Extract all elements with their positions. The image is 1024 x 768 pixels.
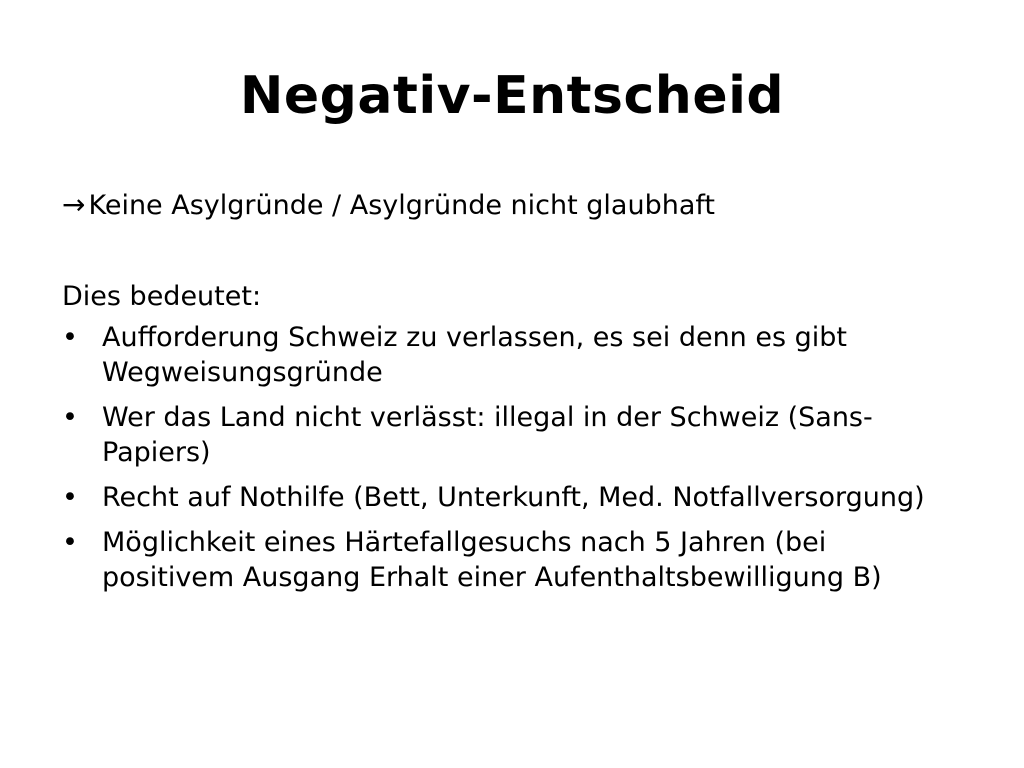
- subhead: [62, 183, 715, 228]
- list-item-text: Wer das Land nicht verlässt: illegal in der Schweiz (Sans-Papiers): [102, 402, 873, 468]
- bullet-icon: •: [62, 527, 78, 558]
- list-item: [62, 525, 942, 595]
- list-item-text: Möglichkeit eines Härtefallgesuchs nach 5 Jahren (bei positivem Ausgang Erhalt einer Aufenthaltsbewilligung B): [102, 527, 882, 593]
- bullet-list: [62, 320, 942, 605]
- right-arrow-icon: →: [62, 188, 86, 221]
- bullet-icon: •: [62, 322, 78, 353]
- subhead-text: Keine Asylgründe / Asylgründe nicht glaubhaft: [88, 190, 716, 221]
- list-item: [62, 400, 942, 470]
- bullet-icon: •: [62, 482, 78, 513]
- bullet-icon: •: [62, 402, 78, 433]
- list-item: [62, 480, 942, 515]
- intro-text: Dies bedeutet:: [62, 281, 262, 312]
- list-item-text: Recht auf Nothilfe (Bett, Unterkunft, Med. Notfallversorgung): [102, 482, 925, 513]
- list-item-text: Aufforderung Schweiz zu verlassen, es sei denn es gibt Wegweisungsgründe: [102, 322, 848, 388]
- list-item: [62, 320, 942, 390]
- slide-title: Negativ-Entscheid: [239, 66, 785, 126]
